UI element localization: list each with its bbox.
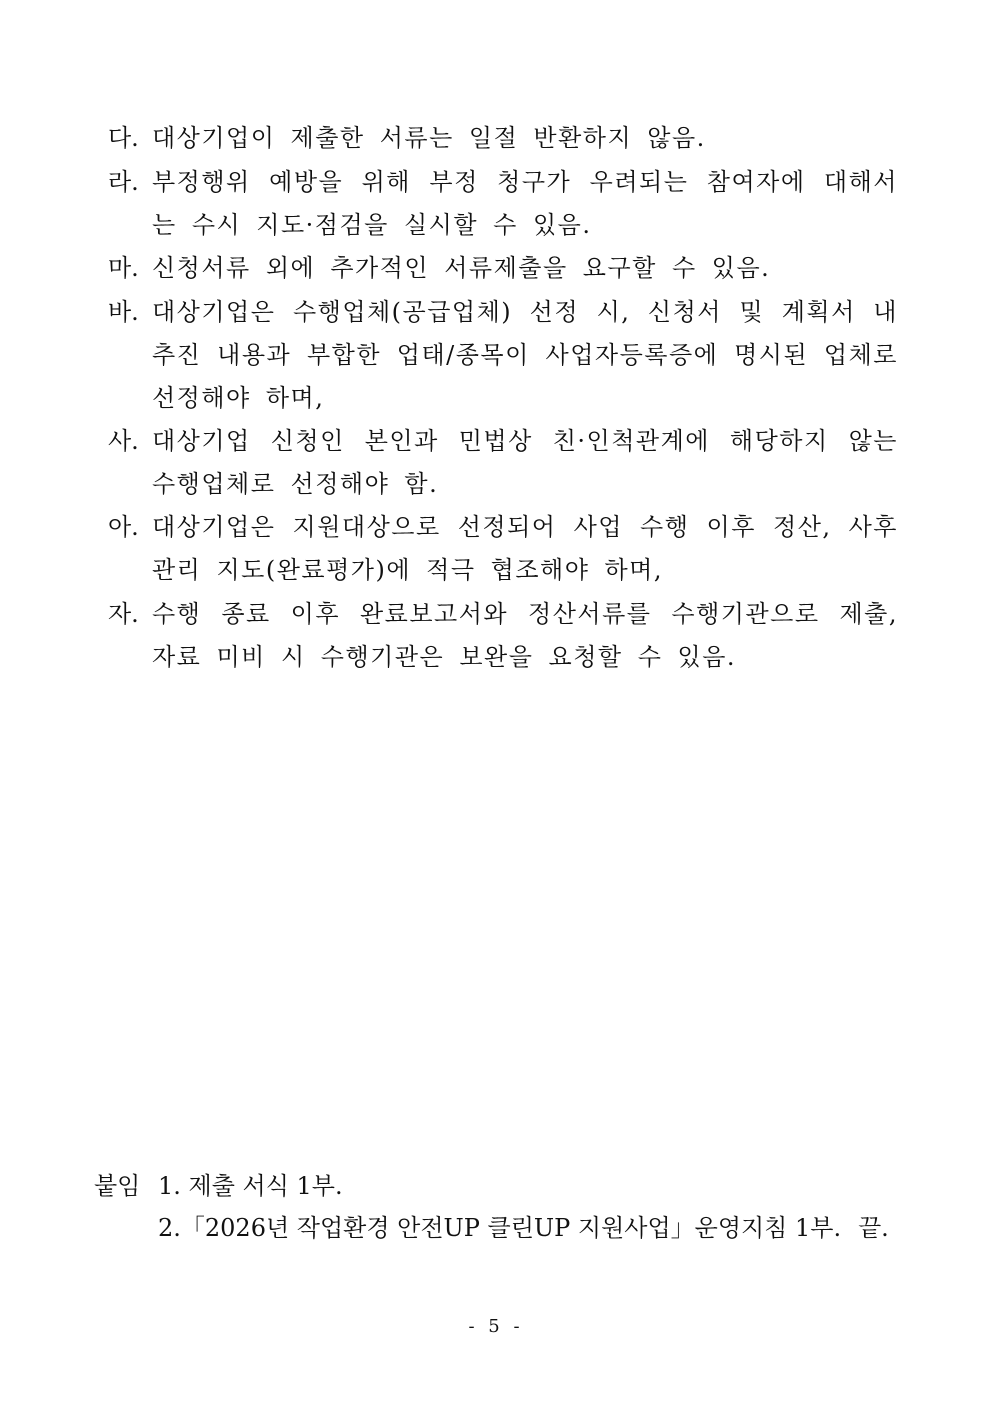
item-text: 신청서류 외에 추가적인 서류제출을 요구할 수 있음. xyxy=(152,254,771,282)
item-ja xyxy=(108,593,898,679)
item-marker: 자. xyxy=(108,600,139,628)
item-a xyxy=(108,506,898,592)
item-marker: 마. xyxy=(108,254,139,282)
item-ba xyxy=(108,291,898,420)
item-sa xyxy=(108,420,898,506)
item-text: 부정행위 예방을 위해 부정 청구가 우려되는 참여자에 대해서는 수시 지도·점검을 실시할 수 있음. xyxy=(152,168,898,239)
item-text: 대상기업 신청인 본인과 민법상 친·인척관계에 해당하지 않는 수행업체로 선정해야 함. xyxy=(152,427,898,498)
item-text: 대상기업은 지원대상으로 선정되어 사업 수행 이후 정산, 사후관리 지도(완료평가)에 적극 협조해야 하며, xyxy=(152,513,898,584)
item-ra xyxy=(108,161,898,247)
item-text: 수행 종료 이후 완료보고서와 정산서류를 수행기관으로 제출, 자료 미비 시 수행기관은 보완을 요청할 수 있음. xyxy=(152,600,898,671)
item-marker: 바. xyxy=(108,298,139,326)
item-da xyxy=(108,117,898,160)
attachment-item-1: 1. 제출 서식 1부. xyxy=(158,1172,343,1200)
item-text: 대상기업이 제출한 서류는 일절 반환하지 않음. xyxy=(152,124,706,152)
attachment-item-2: 2.「2026년 작업환경 안전UP 클린UP 지원사업」운영지침 1부. xyxy=(158,1214,842,1242)
page-number: - 5 - xyxy=(468,1316,524,1337)
item-marker: 아. xyxy=(108,513,139,541)
item-ma xyxy=(108,247,898,290)
attachment-label: 붙임 xyxy=(94,1172,141,1200)
item-text: 대상기업은 수행업체(공급업체) 선정 시, 신청서 및 계획서 내 추진 내용과 부합한 업태/종목이 사업자등록증에 명시된 업체로 선정해야 하며, xyxy=(152,298,898,412)
item-marker: 사. xyxy=(108,427,139,455)
item-marker: 라. xyxy=(108,168,139,196)
item-marker: 다. xyxy=(108,124,139,152)
end-mark: 끝. xyxy=(858,1214,889,1242)
